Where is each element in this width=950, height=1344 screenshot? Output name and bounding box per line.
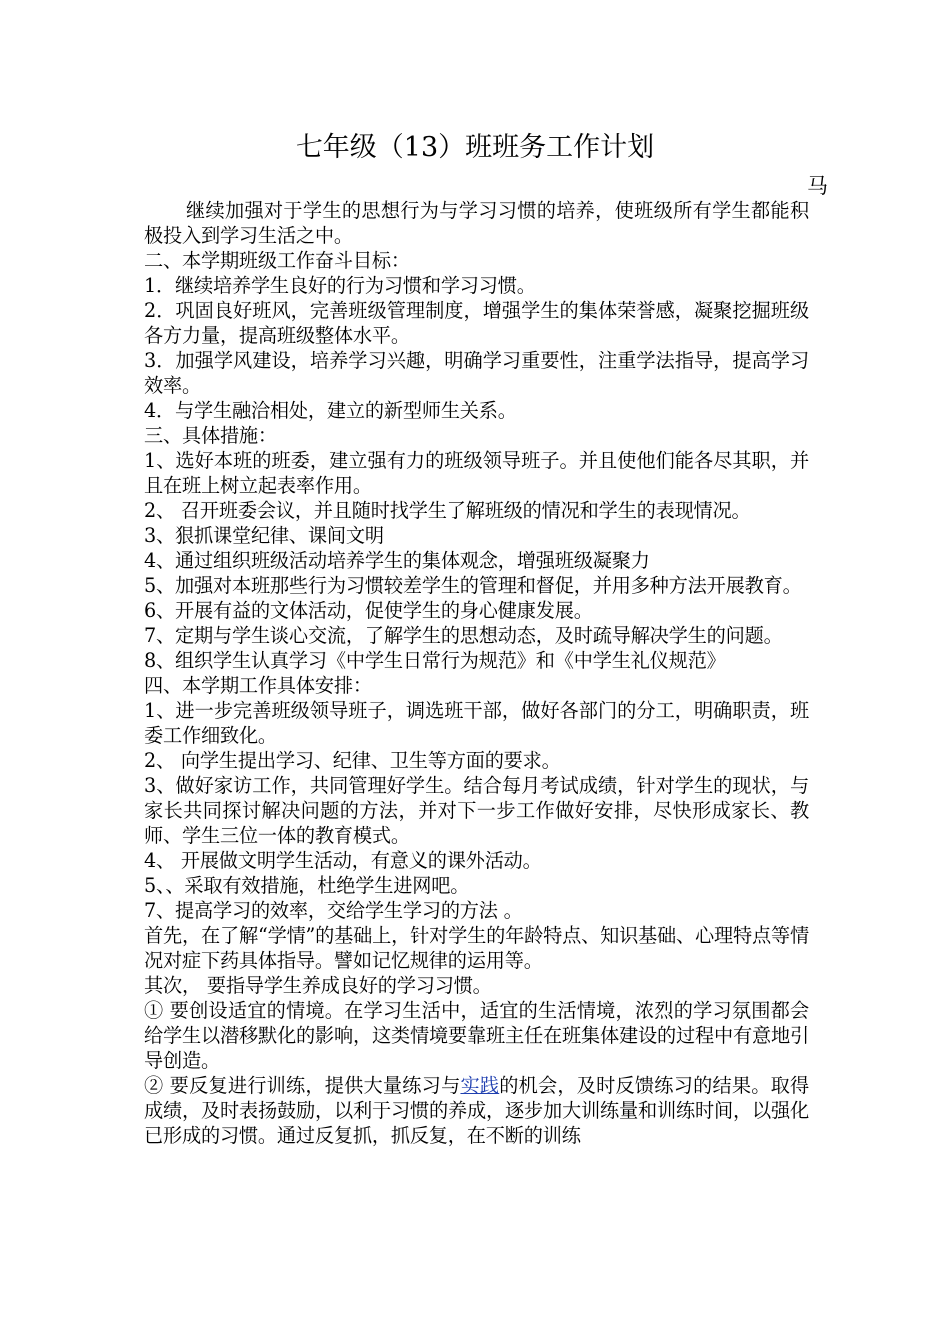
section-heading-measures: 三、具体措施： xyxy=(144,424,277,447)
arrangement-item: 3、做好家访工作，共同管理好学生。结合每月考试成绩，针对学生的现状，与家长共同探讨解决问题的方法，并对下一步工作做好安排，尽快形成家长、教师、学生三位一体的教育模式。 xyxy=(144,774,809,847)
arrangement-item: 4、 开展做文明学生活动，有意义的课外活动。 xyxy=(144,849,542,872)
measure-item: 4、通过组织班级活动培养学生的集体观念，增强班级凝聚力 xyxy=(144,549,650,572)
section-heading-arrangements: 四、本学期工作具体安排： xyxy=(144,674,372,697)
measure-item: 6、开展有益的文体活动，促使学生的身心健康发展。 xyxy=(144,599,593,622)
document-body xyxy=(144,198,809,1148)
arrangement-item: 2、 向学生提出学习、纪律、卫生等方面的要求。 xyxy=(144,749,561,772)
document-title: 七年级（13）班班务工作计划 xyxy=(295,132,655,163)
paragraph-text-after-link: 的机会，及时反馈练习的结果。取得成绩，及时表扬鼓励，以利于习惯的养成，逐步加大训练量和训练时间，以强化已形成的习惯。通过反复抓，抓反复，在不断的训练 xyxy=(144,1074,809,1147)
author-name: 马 xyxy=(807,174,828,198)
arrangement-item: 1、进一步完善班级领导班子，调选班干部，做好各部门的分工，明确职责，班委工作细致化。 xyxy=(144,699,809,747)
goal-item: 2．巩固良好班风，完善班级管理制度，增强学生的集体荣誉感，凝聚挖掘班级各方力量，提高班级整体水平。 xyxy=(144,299,809,347)
measure-item: 5、加强对本班那些行为习惯较差学生的管理和督促，并用多种方法开展教育。 xyxy=(144,574,802,597)
measure-item: 1、选好本班的班委，建立强有力的班级领导班子。并且使他们能各尽其职，并且在班上树立起表率作用。 xyxy=(144,449,809,497)
body-paragraph: 其次， 要指导学生养成良好的学习习惯。 xyxy=(144,974,492,997)
intro-paragraph: 继续加强对于学生的思想行为与学习习惯的培养，使班级所有学生都能积极投入到学习生活之中。 xyxy=(144,199,809,247)
goal-item: 1．继续培养学生良好的行为习惯和学习习惯。 xyxy=(144,274,536,297)
paragraph-text-before-link: ② 要反复进行训练，提供大量练习与 xyxy=(144,1074,461,1097)
measure-item: 8、组织学生认真学习《中学生日常行为规范》和《中学生礼仪规范》 xyxy=(144,649,726,672)
goal-item: 4．与学生融洽相处，建立的新型师生关系。 xyxy=(144,399,517,422)
measure-item: 3、狠抓课堂纪律、课间文明 xyxy=(144,524,384,547)
practice-link[interactable]: 实践 xyxy=(460,1074,500,1097)
body-paragraph-with-link xyxy=(144,1073,809,1148)
body-paragraph: ① 要创设适宜的情境。在学习生活中，适宜的生活情境，浓烈的学习氛围都会给学生以潜移默化的影响，这类情境要靠班主任在班集体建设的过程中有意地引导创造。 xyxy=(144,999,809,1072)
arrangement-item: 5、、采取有效措施，杜绝学生进网吧。 xyxy=(144,874,470,897)
section-heading-goals: 二、本学期班级工作奋斗目标： xyxy=(144,249,410,272)
measure-item: 7、定期与学生谈心交流，了解学生的思想动态，及时疏导解决学生的问题。 xyxy=(144,624,783,647)
arrangement-item: 7、提高学习的效率，交给学生学习的方法 。 xyxy=(144,899,523,922)
body-paragraph: 首先，在了解“学情”的基础上，针对学生的年龄特点、知识基础、心理特点等情况对症下药具体指导。譬如记忆规律的运用等。 xyxy=(144,924,809,972)
goal-item: 3．加强学风建设，培养学习兴趣，明确学习重要性，注重学法指导，提高学习效率。 xyxy=(144,349,809,397)
measure-item: 2、 召开班委会议，并且随时找学生了解班级的情况和学生的表现情况。 xyxy=(144,499,751,522)
